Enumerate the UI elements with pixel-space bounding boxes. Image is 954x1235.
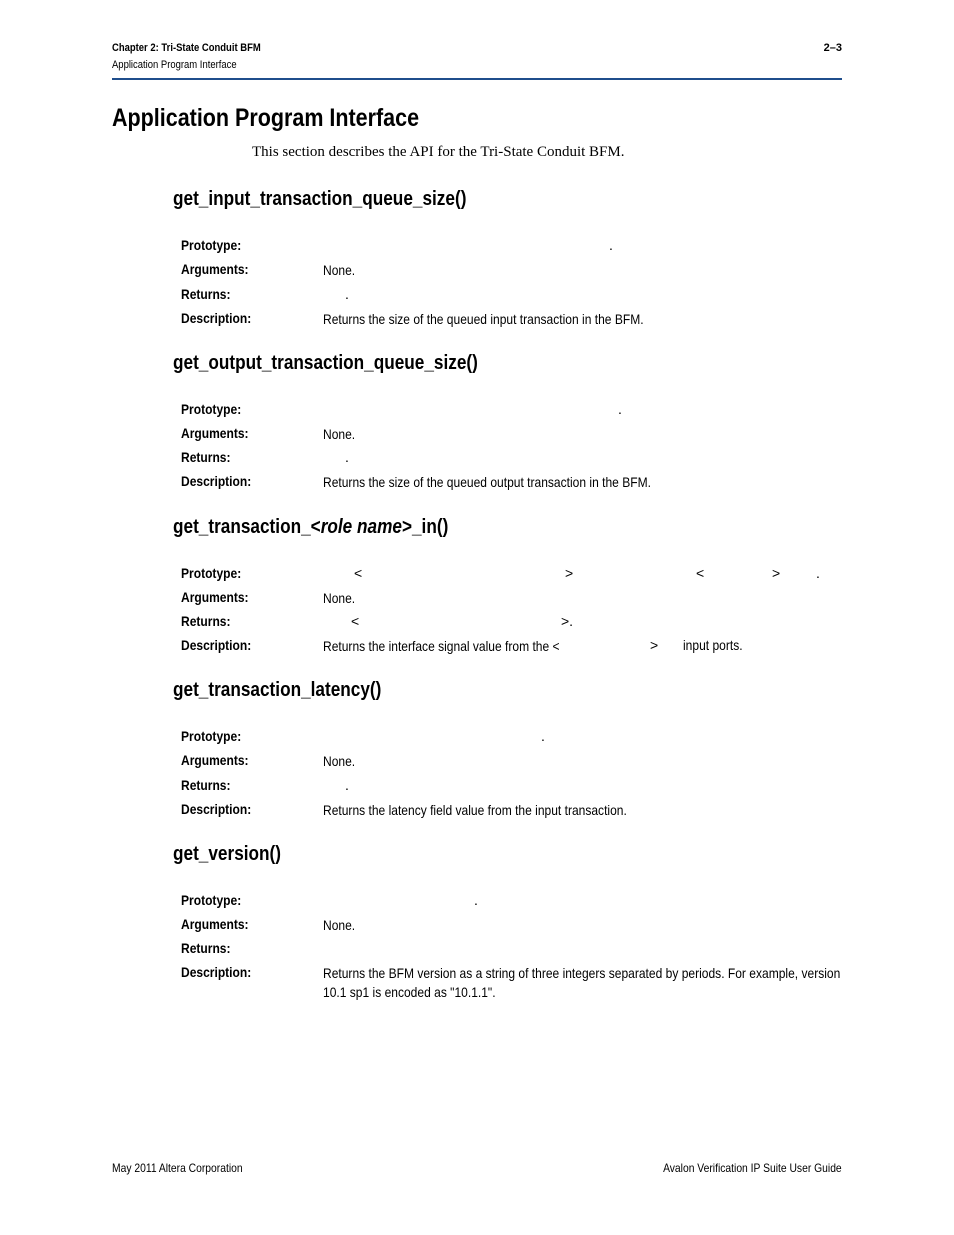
arguments-row: [181, 261, 841, 281]
arguments-label: Arguments:: [181, 589, 249, 605]
description-row: [181, 964, 841, 1004]
description-label: Description:: [181, 964, 252, 980]
returns-label: Returns:: [181, 777, 231, 793]
arguments-row: [181, 425, 841, 445]
description-fragment: input ports.: [683, 637, 743, 653]
description-label: Description:: [181, 637, 252, 653]
description-row: [181, 637, 841, 657]
prototype-value: .: [609, 237, 613, 253]
prototype-fragment: <: [696, 565, 705, 581]
arguments-value: None.: [323, 426, 356, 442]
arguments-value: None.: [323, 917, 356, 933]
footer-date-company: May 2011 Altera Corporation: [112, 1161, 243, 1175]
arguments-row: [181, 916, 841, 936]
description-value: Returns the latency field value from the input transaction.: [323, 802, 627, 818]
returns-value: .: [345, 449, 349, 465]
prototype-fragment: <: [354, 565, 363, 581]
prototype-label: Prototype:: [181, 401, 242, 417]
returns-fragment: >.: [561, 613, 574, 629]
description-row: [181, 473, 841, 493]
arguments-row: [181, 589, 841, 609]
description-row: [181, 801, 841, 821]
prototype-row: [181, 401, 841, 421]
description-fragment: >: [650, 637, 659, 653]
section-title-transaction-latency: get_transaction_latency(): [173, 679, 382, 701]
returns-label: Returns:: [181, 940, 231, 956]
prototype-label: Prototype:: [181, 565, 242, 581]
arguments-value: None.: [323, 262, 356, 278]
intro-paragraph: This section describes the API for the Tri-State Conduit BFM.: [252, 144, 625, 160]
description-value: Returns the BFM version as a string of three integers separated by periods. For example, version 10.1 sp1 is encoded as "10.1.1".: [323, 965, 841, 1000]
prototype-fragment: >: [565, 565, 574, 581]
arguments-row: [181, 752, 841, 772]
description-value: Returns the size of the queued output transaction in the BFM.: [323, 474, 651, 490]
section-title-input-queue-size: get_input_transaction_queue_size(): [173, 188, 467, 210]
section-title-suffix: >_in(): [401, 516, 449, 538]
returns-row: [181, 449, 841, 469]
description-label: Description:: [181, 473, 252, 489]
description-value: Returns the size of the queued input transaction in the BFM.: [323, 311, 644, 327]
returns-label: Returns:: [181, 286, 231, 302]
description-value: Returns the interface signal value from the <: [323, 638, 560, 654]
returns-fragment: <: [351, 613, 360, 629]
prototype-row: [181, 728, 841, 748]
arguments-label: Arguments:: [181, 261, 249, 277]
arguments-value: None.: [323, 590, 356, 606]
returns-label: Returns:: [181, 613, 231, 629]
arguments-label: Arguments:: [181, 916, 249, 932]
prototype-row: [181, 892, 841, 912]
returns-value: .: [345, 777, 349, 793]
arguments-label: Arguments:: [181, 752, 249, 768]
section-title-output-queue-size: get_output_transaction_queue_size(): [173, 352, 478, 374]
prototype-fragment: .: [816, 565, 820, 581]
prototype-row: [181, 237, 841, 257]
prototype-label: Prototype:: [181, 892, 242, 908]
returns-row: [181, 286, 841, 306]
footer-guide-title: Avalon Verification IP Suite User Guide: [663, 1161, 842, 1175]
prototype-fragment: >: [772, 565, 781, 581]
arguments-value: None.: [323, 753, 356, 769]
returns-label: Returns:: [181, 449, 231, 465]
returns-row: [181, 940, 841, 960]
page-title: Application Program Interface: [112, 104, 420, 132]
section-title-prefix: get_transaction_<: [173, 516, 321, 538]
arguments-label: Arguments:: [181, 425, 249, 441]
header-section: Application Program Interface: [112, 59, 237, 71]
prototype-label: Prototype:: [181, 237, 242, 253]
section-title-version: get_version(): [173, 843, 282, 865]
section-title-transaction-role-in: [173, 516, 448, 539]
description-row: [181, 310, 841, 330]
prototype-value: .: [541, 728, 545, 744]
returns-row: [181, 777, 841, 797]
running-header: [112, 42, 842, 80]
prototype-row: [181, 565, 841, 585]
prototype-value: .: [618, 401, 622, 417]
header-chapter: Chapter 2: Tri-State Conduit BFM: [112, 42, 261, 54]
description-label: Description:: [181, 801, 252, 817]
prototype-value: .: [474, 892, 478, 908]
returns-value: .: [345, 286, 349, 302]
description-label: Description:: [181, 310, 252, 326]
header-page-number: 2–3: [823, 42, 842, 54]
returns-row: [181, 613, 841, 633]
prototype-label: Prototype:: [181, 728, 242, 744]
section-title-italic: role name: [320, 516, 402, 538]
